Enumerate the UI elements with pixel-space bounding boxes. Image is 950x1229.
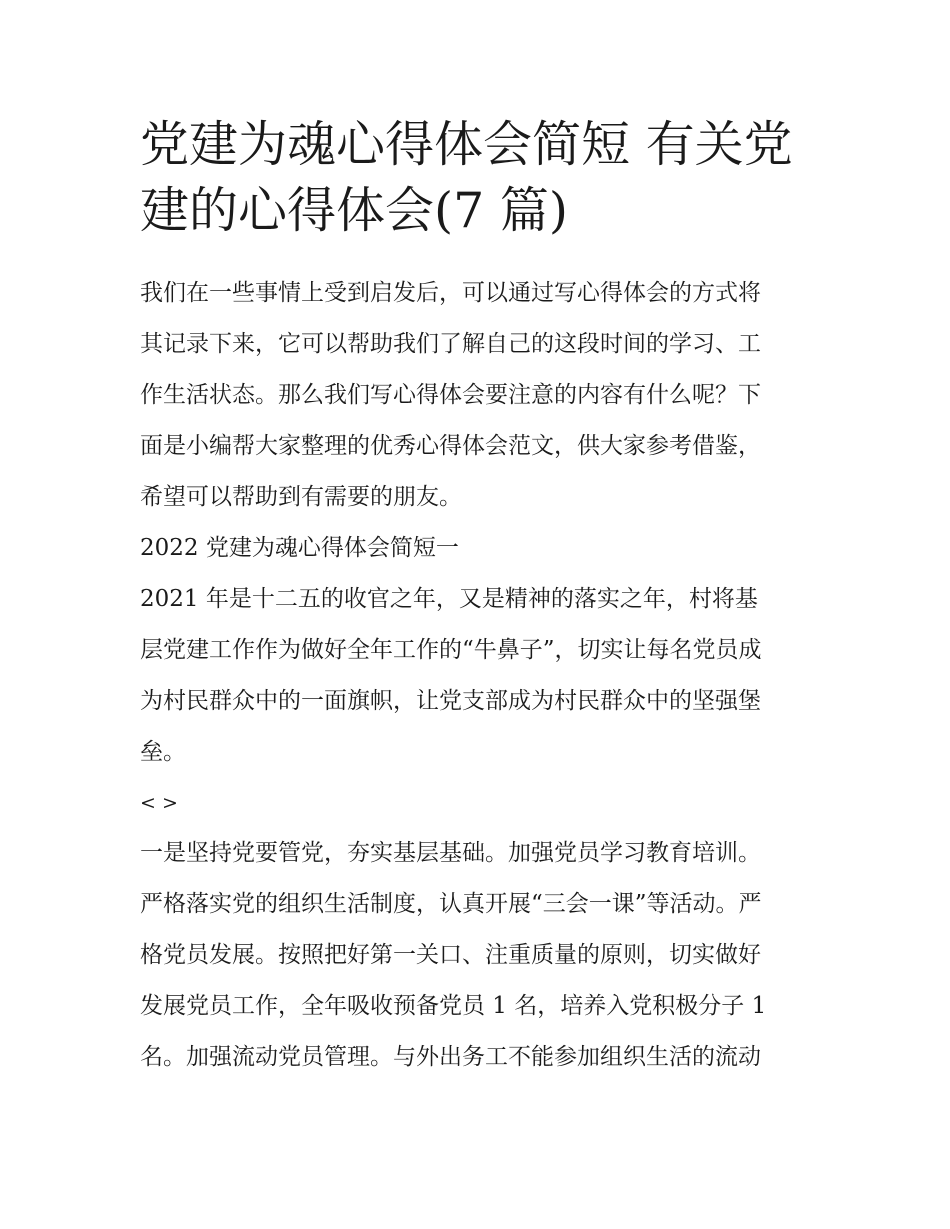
section-heading: 2022 党建为魂心得体会简短一 [140, 535, 459, 561]
text-line: 作生活状态。那么我们写心得体会要注意的内容有什么呢？下 [140, 382, 761, 408]
text-line: 为村民群众中的一面旗帜，让党支部成为村民群众中的坚强堡 [140, 688, 761, 714]
document-title [140, 112, 820, 244]
text-line: 一是坚持党要管党，夯实基层基础。加强党员学习教育培训。 [140, 840, 761, 866]
text-line: 其记录下来，它可以帮助我们了解自己的这段时间的学习、工 [140, 331, 761, 357]
body-paragraph-1 [140, 574, 820, 778]
title-line: 党建为魂心得体会简短 有关党 [140, 116, 793, 173]
text-line: 层党建工作作为做好全年工作的“牛鼻子”，切实让每名党员成 [140, 637, 762, 663]
text-line: 2021 年是十二五的收官之年，又是精神的落实之年，村将基 [140, 586, 758, 612]
document-page [140, 112, 820, 1083]
text-line: 垒。 [140, 739, 186, 765]
body-paragraph-2 [140, 828, 820, 1083]
title-line: 建的心得体会(7 篇) [140, 182, 568, 239]
text-line: 名。加强流动党员管理。与外出务工不能参加组织生活的流动 [140, 1044, 761, 1070]
text-line: 希望可以帮助到有需要的朋友。 [140, 484, 462, 510]
angle-bracket-marker: < > [140, 792, 178, 814]
intro-paragraph [140, 268, 820, 523]
text-line: 格党员发展。按照把好第一关口、注重质量的原则，切实做好 [140, 942, 761, 968]
text-line: 面是小编帮大家整理的优秀心得体会范文，供大家参考借鉴， [140, 433, 761, 459]
text-line: 我们在一些事情上受到启发后，可以通过写心得体会的方式将 [140, 280, 761, 306]
text-line: 发展党员工作，全年吸收预备党员 1 名，培养入党积极分子 1 [140, 993, 767, 1019]
text-line: 严格落实党的组织生活制度，认真开展“三会一课”等活动。严 [140, 891, 762, 917]
